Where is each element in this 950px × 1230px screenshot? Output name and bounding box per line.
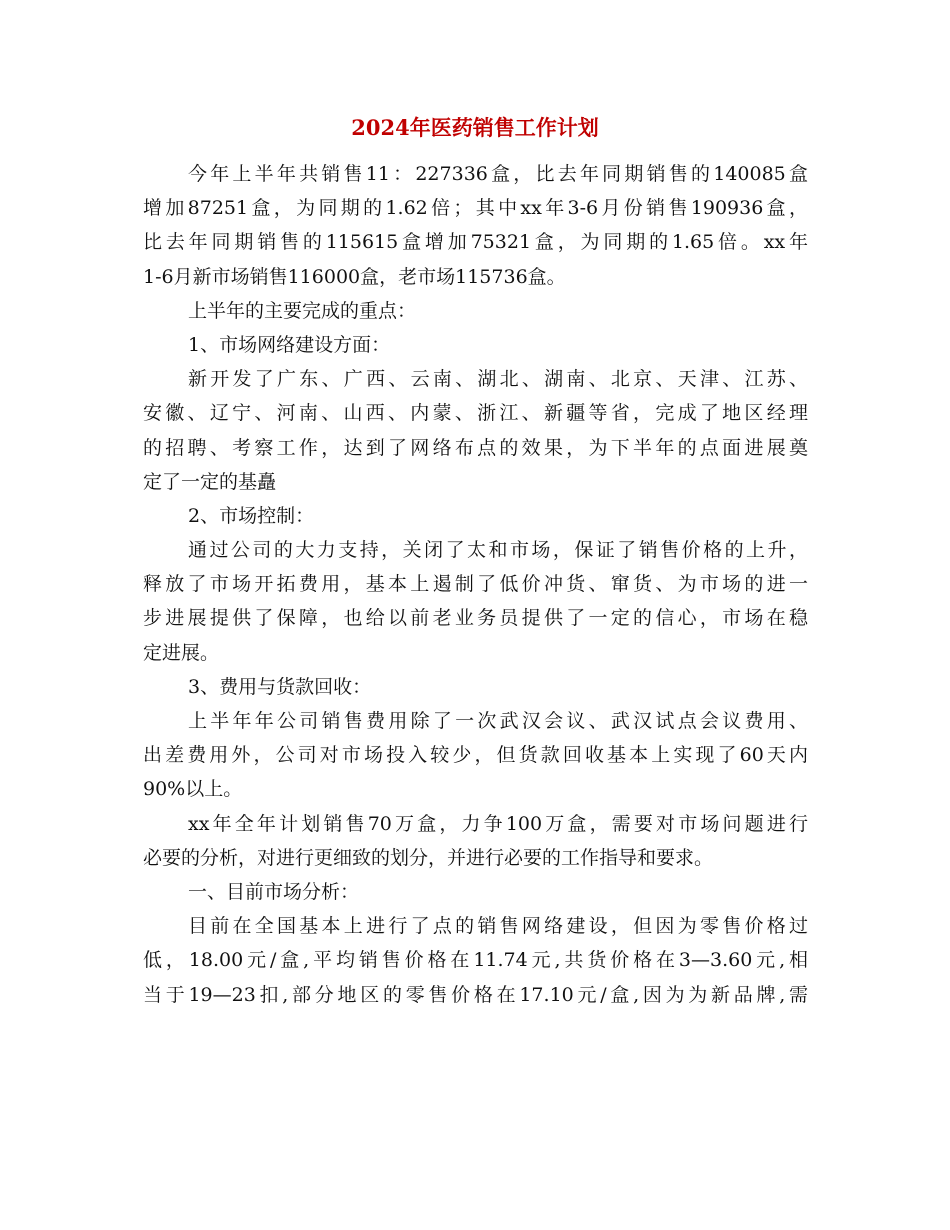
body-text-line: 定了一定的基矗: [143, 470, 277, 493]
body-text-line: 上半年年公司销售费用除了一次武汉会议、武汉试点会议费用、: [188, 710, 808, 732]
body-text-line: 必要的分析，对进行更细致的划分，并进行必要的工作指导和要求。: [143, 846, 714, 869]
body-text-line: 上半年的主要完成的重点：: [188, 299, 417, 322]
body-text-line: 1-6月新市场销售116000盒，老市场115736盒。: [143, 265, 566, 288]
body-text-line: 今年上半年共销售11：227336盒，比去年同期销售的140085盒: [188, 163, 808, 185]
body-text-line: 释放了市场开拓费用，基本上遏制了低价冲货、窜货、为市场的进一: [143, 573, 808, 596]
document-title: 2024年医药销售工作计划: [351, 115, 599, 140]
body-text-line: 步进展提供了保障，也给以前老业务员提供了一定的信心，市场在稳: [143, 607, 808, 630]
body-text-line: 出差费用外，公司对市场投入较少，但货款回收基本上实现了60天内: [143, 744, 808, 767]
body-text-line: 新开发了广东、广西、云南、湖北、湖南、北京、天津、江苏、: [188, 368, 808, 391]
body-text-line: 通过公司的大力支持，关闭了太和市场，保证了销售价格的上升，: [188, 539, 808, 562]
body-text-line: 的招聘、考察工作，达到了网络布点的效果，为下半年的点面进展奠: [143, 436, 808, 459]
body-text-line: 一、目前市场分析：: [188, 880, 360, 903]
body-text-line: 3、费用与货款回收：: [188, 675, 372, 698]
body-text-line: 1、市场网络建设方面：: [188, 333, 391, 356]
document-body: [143, 157, 808, 1012]
body-text-line: xx年全年计划销售70万盒，力争100万盒，需要对市场问题进行: [188, 812, 808, 835]
body-text-line: 低，18.00元/盒,平均销售价格在11.74元,共货价格在3—3.60元,相: [143, 949, 808, 972]
body-text-line: 安徽、辽宁、河南、山西、内蒙、浙江、新疆等省，完成了地区经理: [143, 402, 808, 425]
body-text-line: 90%以上。: [143, 778, 243, 801]
body-text-line: 增加87251盒，为同期的1.62倍；其中xx年3-6月份销售190936盒，: [143, 197, 808, 220]
body-text-line: 比去年同期销售的115615盒增加75321盒，为同期的1.65倍。xx年: [143, 231, 808, 254]
body-text-line: 目前在全国基本上进行了点的销售网络建设，但因为零售价格过: [188, 915, 808, 938]
body-text-line: 当于19—23扣,部分地区的零售价格在17.10元/盒,因为为新品牌,需: [143, 983, 808, 1006]
body-text-line: 定进展。: [143, 641, 220, 664]
body-text-line: 2、市场控制：: [188, 504, 315, 527]
